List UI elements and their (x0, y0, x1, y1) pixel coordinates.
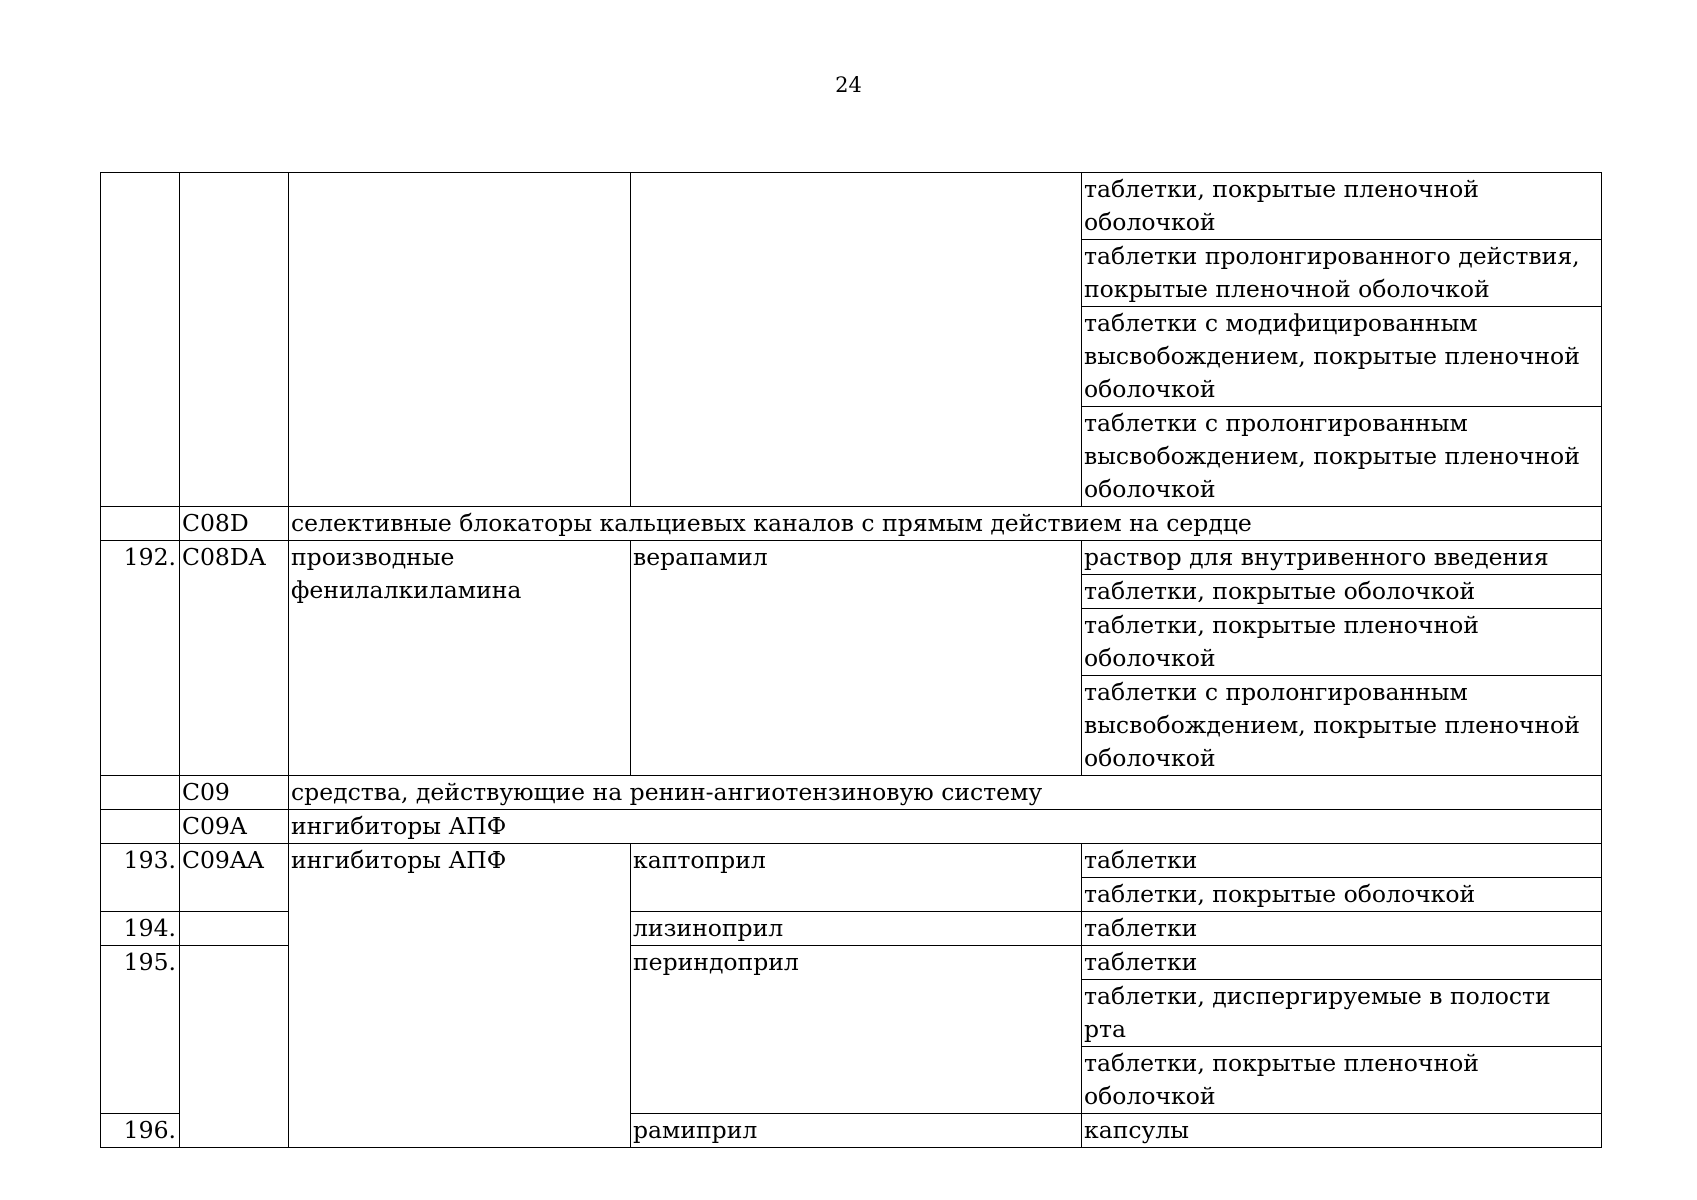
group-header-row (101, 507, 1602, 541)
row-number: 192. (101, 541, 180, 776)
dosage-form-cell: таблетки с пролонгированным высвобождением, покрытые пленочной оболочкой (1082, 407, 1602, 507)
table-row (101, 844, 1602, 878)
dosage-form-cell: раствор для внутривенного введения (1082, 541, 1602, 575)
row-number: 193. (101, 844, 180, 912)
dosage-form-cell: таблетки пролонгированного действия, покрытые пленочной оболочкой (1082, 240, 1602, 307)
dosage-form-cell: таблетки, покрытые оболочкой (1082, 575, 1602, 609)
dosage-form-cell: таблетки, покрытые пленочной оболочкой (1082, 609, 1602, 676)
group-cell (289, 173, 631, 507)
dosage-form-cell: таблетки (1082, 946, 1602, 980)
drug-name: периндоприл (631, 946, 1082, 1114)
code-cell (180, 912, 289, 946)
atc-code: C09A (180, 810, 289, 844)
atc-group-name: производные фенилалкиламина (289, 541, 631, 776)
dosage-form-cell: таблетки с пролонгированным высвобождением, покрытые пленочной оболочкой (1082, 676, 1602, 776)
num-cell (101, 173, 180, 507)
drug-name: верапамил (631, 541, 1082, 776)
group-header-row (101, 810, 1602, 844)
drug-name: лизиноприл (631, 912, 1082, 946)
drug-name: рамиприл (631, 1114, 1082, 1148)
dosage-form-cell: таблетки, покрытые оболочкой (1082, 878, 1602, 912)
dosage-form-cell: таблетки, диспергируемые в полости рта (1082, 980, 1602, 1047)
dosage-form-cell: таблетки (1082, 912, 1602, 946)
atc-group-name: средства, действующие на ренин-ангиотензиновую систему (289, 776, 1602, 810)
atc-code: C09 (180, 776, 289, 810)
num-cell (101, 507, 180, 541)
atc-group-name: ингибиторы АПФ (289, 844, 631, 1148)
atc-code: C08D (180, 507, 289, 541)
atc-group-name: ингибиторы АПФ (289, 810, 1602, 844)
atc-group-name: селективные блокаторы кальциевых каналов с прямым действием на сердце (289, 507, 1602, 541)
dosage-form-cell: капсулы (1082, 1114, 1602, 1148)
row-number: 196. (101, 1114, 180, 1148)
drug-name: каптоприл (631, 844, 1082, 912)
code-cell (180, 946, 289, 1148)
atc-code: C09AA (180, 844, 289, 912)
atc-code: C08DA (180, 541, 289, 776)
row-number: 194. (101, 912, 180, 946)
drug-cell (631, 173, 1082, 507)
table-row (101, 173, 1602, 240)
dosage-form-cell: таблетки, покрытые пленочной оболочкой (1082, 173, 1602, 240)
code-cell (180, 173, 289, 507)
dosage-form-cell: таблетки (1082, 844, 1602, 878)
table-row (101, 541, 1602, 575)
row-number: 195. (101, 946, 180, 1114)
num-cell (101, 776, 180, 810)
group-header-row (101, 776, 1602, 810)
num-cell (101, 810, 180, 844)
dosage-form-cell: таблетки с модифицированным высвобождением, покрытые пленочной оболочкой (1082, 307, 1602, 407)
dosage-form-cell: таблетки, покрытые пленочной оболочкой (1082, 1047, 1602, 1114)
drug-list-table (100, 172, 1602, 1148)
page-number: 24 (835, 73, 862, 97)
